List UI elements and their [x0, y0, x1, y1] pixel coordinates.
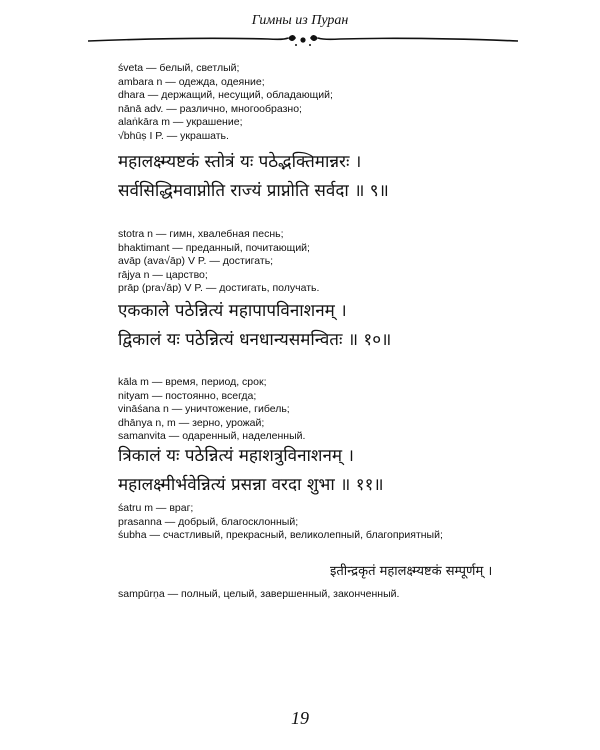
page-number: 19 [291, 708, 309, 728]
gloss-block-2 [118, 228, 540, 296]
verse-line: महालक्ष्मीर्भवेन्नित्यं प्रसन्ना वरदा शुभा ॥ ११॥ [118, 475, 384, 495]
colophon: इतीन्द्रकृतं महालक्ष्म्यष्टकं सम्पूर्णम् । [330, 564, 493, 579]
gloss-entry: dhara — держащий, несущий, обладающий; [118, 89, 333, 102]
gloss-block-3 [118, 376, 540, 444]
gloss-entry: prasanna — добрый, благосклонный; [118, 515, 299, 528]
gloss-entry: avāp (ava√āp) V P. — достигать; [118, 255, 274, 268]
gloss-entry: śatru m — враг; [118, 502, 194, 514]
gloss-entry: nānā adv. — различно, многообразно; [118, 102, 302, 115]
gloss-entry: kāla m — время, период, срок; [118, 376, 267, 388]
gloss-entry: prāp (pra√āp) V P. — достигать, получать. [118, 282, 320, 295]
gloss-entry: rājya n — царство; [118, 268, 208, 281]
gloss-entry: samanvita — одаренный, наделенный. [118, 430, 306, 443]
gloss-entry: dhānya n, m — зерно, урожай; [118, 416, 265, 429]
gloss-entry: sampūrṇa — полный, целый, завершенный, законченный. [118, 588, 400, 600]
gloss-entry: stotra n — гимн, хвалебная песнь; [118, 228, 284, 240]
running-head: Гимны из Пуран [251, 13, 349, 28]
gloss-entry: √bhūṣ I P. — украшать. [118, 129, 229, 142]
verse-11 [118, 442, 540, 500]
gloss-entry: śveta — белый, светлый; [118, 62, 240, 74]
gloss-block-1 [118, 62, 540, 144]
verse-line: सर्वसिद्धिमवाप्नोति राज्यं प्राप्नोति सर्वदा ॥ ९॥ [118, 181, 389, 201]
gloss-entry: nityam — постоянно, всегда; [118, 389, 257, 402]
gloss-entry: śubha — счастливый, прекрасный, великолепный, благоприятный; [118, 529, 443, 542]
verse-line: एककाले पठेन्नित्यं महापापविनाशनम् । [118, 301, 347, 321]
verse-line: महालक्ष्म्यष्टकं स्तोत्रं यः पठेद्भक्तिमान्नरः । [118, 152, 362, 172]
verse-line: त्रिकालं यः पठेन्नित्यं महाशत्रुविनाशनम् । [118, 446, 354, 466]
gloss-entry: alaṅkāra m — украшение; [118, 116, 243, 129]
gloss-block-5 [118, 588, 540, 602]
header-ornament [88, 32, 518, 48]
gloss-block-4 [118, 502, 540, 543]
gloss-entry: ambara n — одежда, одеяние; [118, 75, 265, 88]
verse-9 [118, 148, 540, 206]
verse-line: द्विकालं यः पठेन्नित्यं धनधान्यसमन्वितः ॥ १०॥ [118, 330, 392, 350]
verse-10 [118, 297, 540, 355]
gloss-entry: bhaktimant — преданный, почитающий; [118, 241, 310, 254]
gloss-entry: vināśana n — уничтожение, гибель; [118, 403, 290, 416]
